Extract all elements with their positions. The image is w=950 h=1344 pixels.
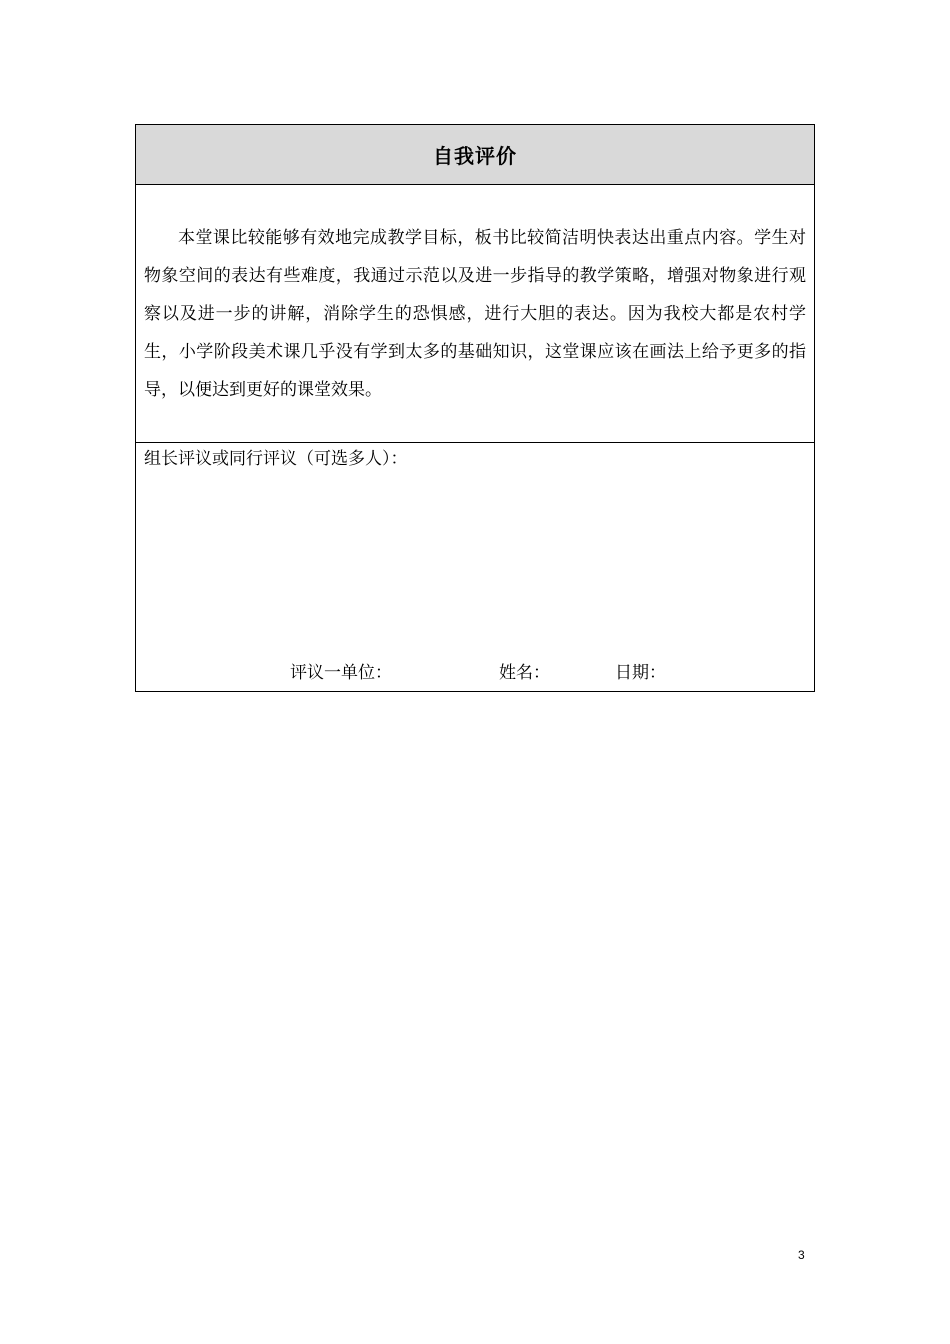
section-title: 自我评价 — [433, 144, 517, 168]
signature-line — [136, 661, 814, 685]
evaluation-table — [135, 124, 815, 692]
self-evaluation-text: 本堂课比较能够有效地完成教学目标，板书比较简洁明快表达出重点内容。学生对物象空间的表达有些难度，我通过示范以及进一步指导的教学策略，增强对物象进行观察以及进一步的讲解，消除学生的恐惧感，进行大胆的表达。因为我校大都是农村学生，小学阶段美术课几乎没有学到太多的基础知识，这堂课应该在画法上给予更多的指导，以便达到更好的课堂效果。 — [144, 228, 806, 400]
reviewer-name-label: 姓名： — [499, 663, 550, 683]
peer-review-label: 组长评议或同行评议（可选多人）： — [144, 449, 408, 469]
review-date-label: 日期： — [615, 663, 666, 683]
table-header-row — [136, 125, 814, 185]
reviewer-unit-label: 评议一单位： — [290, 663, 392, 683]
peer-review-cell — [136, 443, 814, 691]
self-evaluation-cell — [136, 185, 814, 443]
page-number: 3 — [798, 1248, 805, 1262]
